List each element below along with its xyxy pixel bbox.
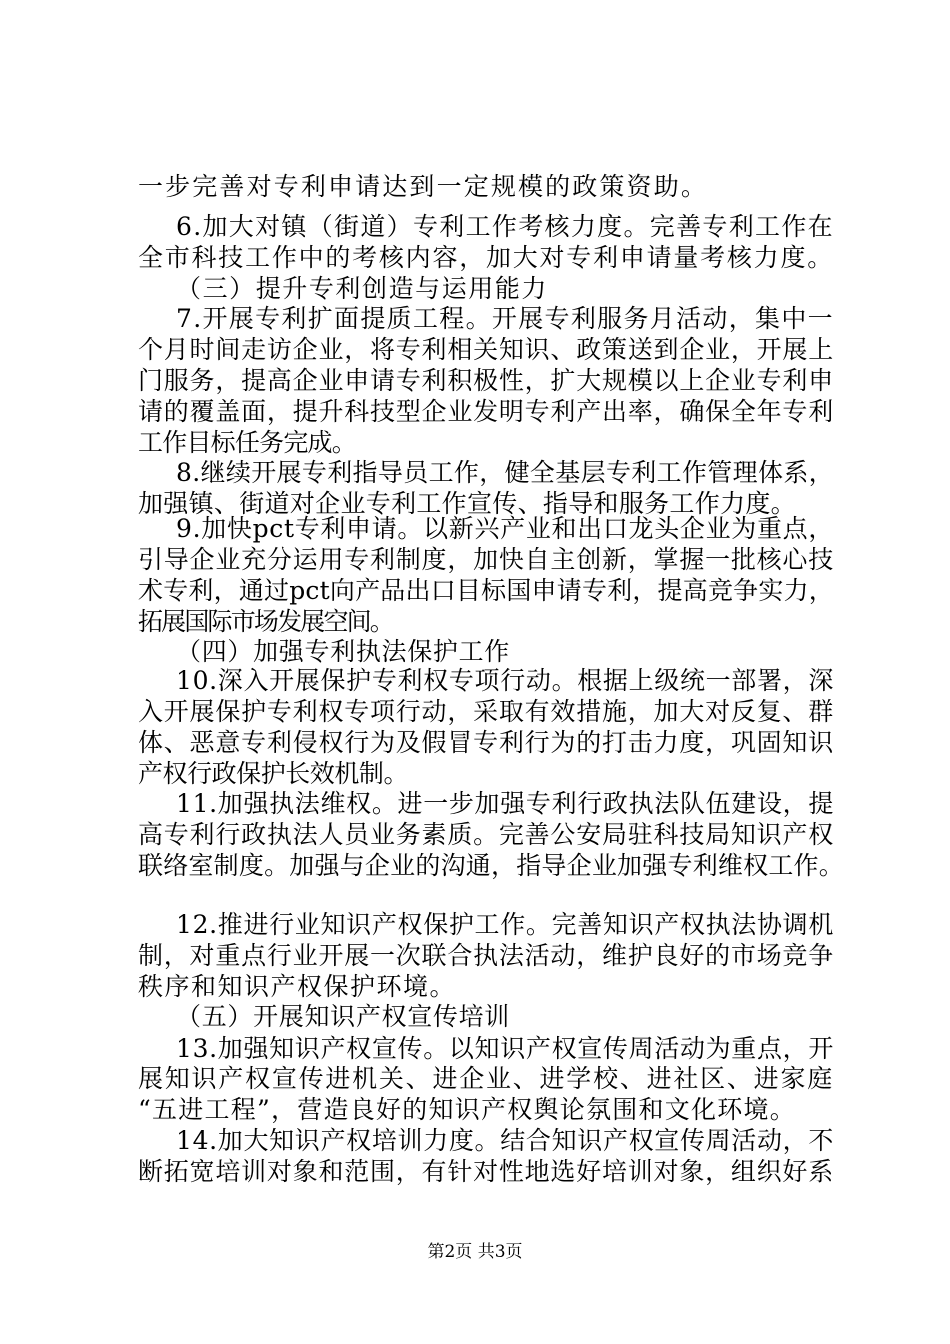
text-line	[0, 1000, 950, 1034]
text-line	[0, 210, 950, 244]
text-line-content: 引导企业充分运用专利制度，加快自主创新，掌握一批核心技	[138, 545, 834, 574]
text-line	[0, 818, 950, 852]
text-line-content: 制，对重点行业开展一次联合执法活动，维护良好的市场竞争	[138, 941, 834, 970]
text-line-content: 加强镇、街道对企业专利工作宣传、指导和服务工作力度。	[138, 489, 796, 518]
text-line	[0, 302, 950, 336]
text-line	[0, 574, 950, 608]
text-line-content: 工作目标任务完成。	[138, 428, 356, 457]
text-line	[0, 364, 950, 398]
text-line	[0, 787, 950, 821]
text-line-content: 请的覆盖面，提升科技型企业发明专利产出率，确保全年专利	[138, 397, 834, 426]
text-line-content: 6.加大对镇（街道）专利工作考核力度。完善专利工作在	[176, 212, 834, 241]
text-line	[0, 1093, 950, 1127]
text-line-content: 术专利，通过pct向产品出口目标国申请专利，提高竞争实力，	[138, 576, 834, 605]
text-line-content: 断拓宽培训对象和范围，有针对性地选好培训对象，组织好系	[138, 1157, 834, 1186]
page-footer: 第2页 共3页	[427, 1242, 523, 1262]
text-line-content: 全市科技工作中的考核内容，加大对专利申请量考核力度。	[138, 243, 834, 272]
text-line-content: 秩序和知识产权保护环境。	[138, 972, 456, 1001]
text-line	[0, 1032, 950, 1066]
text-line	[0, 456, 950, 490]
text-line-content: 高专利行政执法人员业务素质。完善公安局驻科技局知识产权	[138, 820, 834, 849]
text-line	[0, 605, 950, 639]
text-line-content: （四）加强专利执法保护工作	[176, 637, 510, 666]
text-line-content: 个月时间走访企业，将专利相关知识、政策送到企业，开展上	[138, 335, 834, 364]
text-line	[0, 939, 950, 973]
text-line-content: 拓展国际市场发展空间。	[138, 607, 393, 636]
text-line	[0, 726, 950, 760]
text-line	[0, 241, 950, 275]
text-line-content: 展知识产权宣传进机关、进企业、进学校、进社区、进家庭	[138, 1064, 834, 1093]
text-line-content: 8.继续开展专利指导员工作，健全基层专利工作管理体系，	[176, 458, 834, 487]
text-line	[0, 543, 950, 577]
text-line-content: 11.加强执法维权。进一步加强专利行政执法队伍建设，提	[176, 789, 834, 818]
text-line	[0, 908, 950, 942]
text-line	[0, 695, 950, 729]
text-line	[0, 272, 950, 306]
text-line-content: 13.加强知识产权宣传。以知识产权宣传周活动为重点，开	[176, 1034, 834, 1063]
text-line-content: 产权行政保护长效机制。	[138, 759, 408, 788]
text-line-content: 门服务，提高企业申请专利积极性，扩大规模以上企业专利申	[138, 366, 834, 395]
text-line-content: 一步完善对专利申请达到一定规模的政策资助。	[138, 172, 708, 201]
text-line-content: 9.加快pct专利申请。以新兴产业和出口龙头企业为重点，	[176, 514, 834, 543]
text-line	[0, 664, 950, 698]
text-line-content: （三）提升专利创造与运用能力	[176, 274, 548, 303]
text-line	[0, 1124, 950, 1158]
text-line	[0, 333, 950, 367]
text-line-content: “五进工程”，营造良好的知识产权舆论氛围和文化环境。	[138, 1095, 796, 1124]
text-line-content: 联络室制度。加强与企业的沟通，指导企业加强专利维权工作。	[138, 851, 844, 880]
text-line	[0, 757, 950, 791]
text-line-content: 7.开展专利扩面提质工程。开展专利服务月活动，集中一	[176, 304, 834, 333]
text-line	[0, 170, 950, 204]
text-line	[0, 395, 950, 429]
text-line-content: 10.深入开展保护专利权专项行动。根据上级统一部署，深	[176, 666, 834, 695]
text-line-content: 入开展保护专利权专项行动，采取有效措施，加大对反复、群	[138, 697, 834, 726]
text-line	[0, 1155, 950, 1189]
text-line	[0, 426, 950, 460]
text-line-content: 14.加大知识产权培训力度。结合知识产权宣传周活动，不	[176, 1126, 834, 1155]
text-line	[0, 512, 950, 546]
text-line	[0, 849, 950, 883]
text-line-content: 12.推进行业知识产权保护工作。完善知识产权执法协调机	[176, 910, 834, 939]
text-line-content: 体、恶意专利侵权行为及假冒专利行为的打击力度，巩固知识	[138, 728, 834, 757]
text-line-content: （五）开展知识产权宣传培训	[176, 1002, 510, 1031]
text-line	[0, 1062, 950, 1096]
text-line	[0, 970, 950, 1004]
